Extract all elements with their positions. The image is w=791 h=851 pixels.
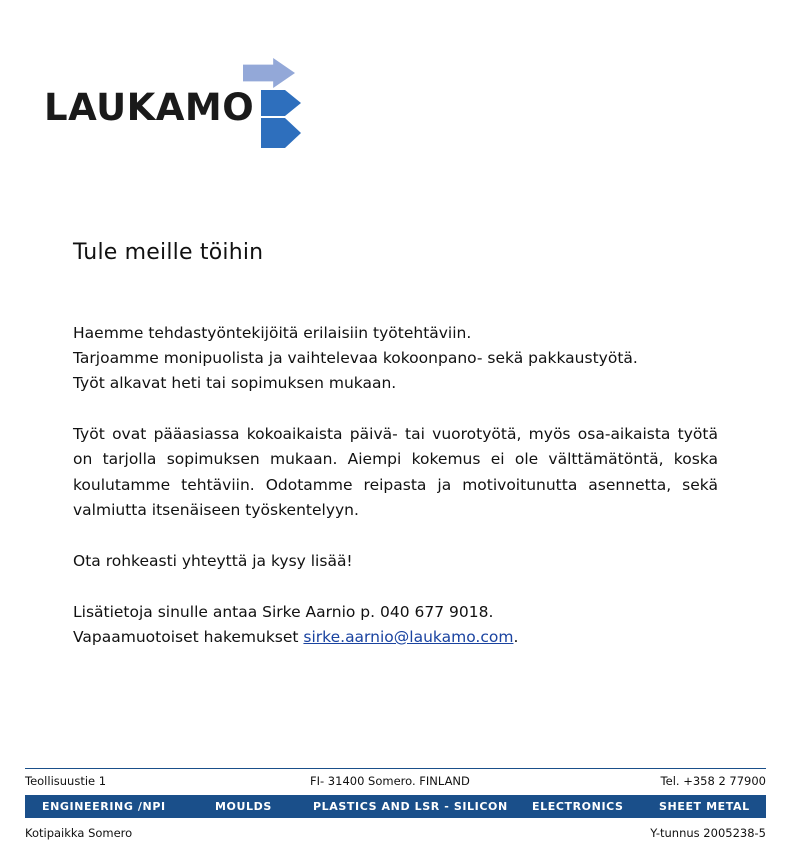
email-link[interactable]: sirke.aarnio@laukamo.com xyxy=(303,627,514,646)
arrow-middle-icon xyxy=(261,90,301,116)
footer-legal-row xyxy=(25,826,766,844)
arrow-bottom-icon xyxy=(261,118,301,148)
intro-line-2: Tarjoamme monipuolista ja vaihtelevaa kokoonpano- sekä pakkaustyötä. xyxy=(73,349,638,368)
footer-capability-moulds: MOULDS xyxy=(215,800,272,813)
applications-label: Vapaamuotoiset hakemukset xyxy=(73,627,304,646)
logo-wordmark: LAUKAMO xyxy=(44,86,255,129)
paragraph-contact xyxy=(73,600,718,650)
footer-divider xyxy=(25,768,766,769)
footer-street: Teollisuustie 1 xyxy=(25,774,107,788)
footer-capability-sheet-metal: SHEET METAL xyxy=(659,800,750,813)
logo-arrow-mark xyxy=(227,52,317,152)
footer-city: FI- 31400 Somero. FINLAND xyxy=(310,774,470,788)
contact-line-2 xyxy=(73,625,718,650)
footer-capability-plastics: PLASTICS AND LSR - SILICON xyxy=(313,800,508,813)
intro-line-1: Haemme tehdastyöntekijöitä erilaisiin työtehtäviin. xyxy=(73,324,472,342)
paragraph-intro xyxy=(73,321,718,396)
paragraph-details: Työt ovat pääasiassa kokoaikaista päivä- tai vuorotyötä, myös osa-aikaista työtä on tarjolla sopimuksen mukaan. Aiempi kokemus ei ole välttämätöntä, koska koulutamme tehtäviin. Odotamme reipasta ja motivoitunutta asennetta, sekä valmiutta itsenäiseen työskentelyyn. xyxy=(73,425,718,519)
document-body xyxy=(73,240,718,676)
contact-line-2-suffix: . xyxy=(513,627,519,646)
intro-line-3: Työt alkavat heti tai sopimuksen mukaan. xyxy=(73,374,397,393)
footer-phone: Tel. +358 2 77900 xyxy=(660,774,766,788)
footer-capability-engineering: ENGINEERING /NPI xyxy=(42,800,166,813)
footer-capability-bar xyxy=(25,795,766,818)
footer-capability-electronics: ELECTRONICS xyxy=(532,800,624,813)
footer-domicile: Kotipaikka Somero xyxy=(25,826,133,840)
footer-address-row xyxy=(25,774,766,792)
paragraph-call-to-action: Ota rohkeasti yhteyttä ja kysy lisää! xyxy=(73,551,353,570)
footer-business-id: Y-tunnus 2005238-5 xyxy=(650,826,766,840)
arrow-top-icon xyxy=(243,58,295,88)
contact-line-1: Lisätietoja sinulle antaa Sirke Aarnio p. 040 677 9018. xyxy=(73,602,494,621)
page-title: Tule meille töihin xyxy=(73,240,264,265)
company-logo xyxy=(44,52,284,152)
